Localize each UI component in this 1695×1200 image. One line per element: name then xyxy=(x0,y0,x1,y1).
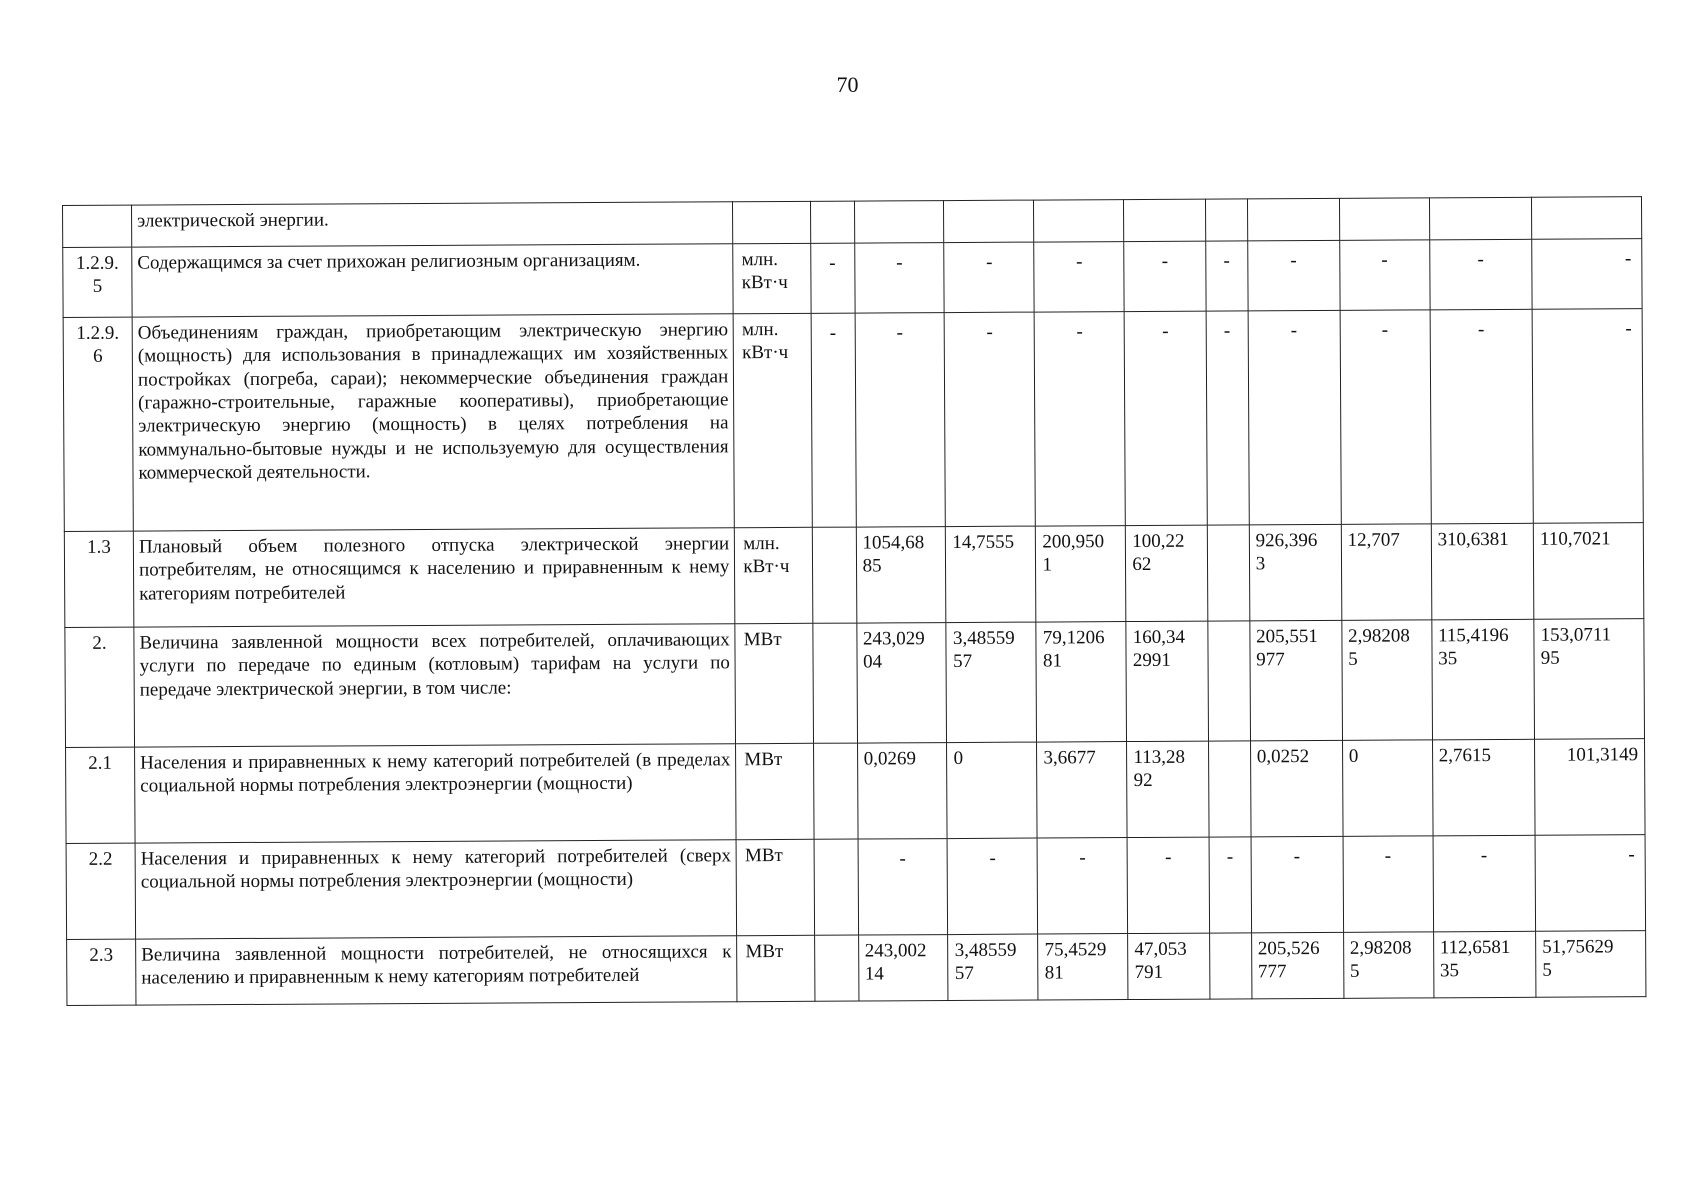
value-cell: - xyxy=(1037,838,1127,935)
row-description: Плановый объем полезного отпуска электрической энергии потребителям, не относящимся к населению и приравненным к нему категориям потребителей xyxy=(133,528,735,627)
value-cell: - xyxy=(1124,241,1206,311)
value-cell: 243,002 14 xyxy=(858,935,948,1002)
row-number: 2.2 xyxy=(66,843,136,939)
value-cell xyxy=(1208,621,1250,741)
value-cell: 205,551 977 xyxy=(1250,620,1343,741)
value-cell: 79,1206 81 xyxy=(1036,622,1127,743)
value-cell: 3,48559 57 xyxy=(948,934,1038,1001)
value-cell xyxy=(854,201,944,244)
value-cell: 153,0711 95 xyxy=(1534,619,1645,740)
table-row xyxy=(63,239,1642,318)
value-cell xyxy=(813,623,858,743)
value-cell: - xyxy=(810,243,854,313)
page-number: 70 xyxy=(836,72,859,97)
value-cell: 75,4529 81 xyxy=(1038,934,1128,1001)
value-cell: - xyxy=(1532,309,1643,524)
table-row xyxy=(66,835,1646,940)
value-cell: 2,7615 xyxy=(1432,739,1535,836)
row-unit: МВт xyxy=(736,839,814,935)
row-description: Населения и приравненных к нему категорий потребителей (сверх социальной нормы потребления электроэнергии (мощности) xyxy=(135,840,737,939)
row-unit: млн. кВт·ч xyxy=(733,313,812,527)
tariff-table xyxy=(62,196,1646,1006)
value-cell: - xyxy=(811,313,856,527)
value-cell: - xyxy=(944,242,1034,313)
row-unit: млн. кВт·ч xyxy=(735,527,813,623)
value-cell xyxy=(1208,741,1250,837)
value-cell: 926,396 3 xyxy=(1249,524,1342,621)
value-cell: - xyxy=(1124,311,1207,525)
value-cell: - xyxy=(1430,309,1534,524)
row-description: Величина заявленной мощности всех потребителей, оплачивающих услуги по передаче по единым (котловым) тарифам на услуги по передаче электрической энергии, в том числе: xyxy=(134,624,736,747)
value-cell: 2,98208 5 xyxy=(1343,932,1433,999)
value-cell: - xyxy=(1127,837,1209,933)
value-cell xyxy=(1429,197,1532,240)
value-cell: 3,6677 xyxy=(1037,742,1127,839)
value-cell: - xyxy=(1247,240,1339,311)
value-cell: - xyxy=(948,838,1038,935)
row-description: Населения и приравненных к нему категорий потребителей (в пределах социальной нормы потребления электроэнергии (мощности) xyxy=(135,744,737,843)
table-row xyxy=(63,309,1643,532)
row-description: Величина заявленной мощности потребителей, не относящихся к населению и приравненным к нему категориям потребителей xyxy=(136,936,738,1005)
value-cell: 51,75629 5 xyxy=(1536,931,1646,998)
value-cell: 110,7021 xyxy=(1533,523,1643,620)
value-cell: - xyxy=(1206,241,1248,311)
value-cell: 200,950 1 xyxy=(1036,526,1126,623)
table-row xyxy=(64,523,1644,628)
value-cell: - xyxy=(1340,310,1431,524)
row-number: 1.2.9. 6 xyxy=(63,317,133,531)
value-cell: - xyxy=(1206,311,1249,525)
value-cell: 310,6381 xyxy=(1431,523,1534,620)
value-cell xyxy=(1532,197,1642,240)
value-cell: 12,707 xyxy=(1341,524,1431,621)
value-cell: - xyxy=(1429,239,1532,310)
value-cell: - xyxy=(1251,836,1344,933)
value-cell: 0,0269 xyxy=(857,743,947,840)
value-cell: 113,28 92 xyxy=(1127,741,1209,837)
value-cell: - xyxy=(854,243,944,314)
value-cell xyxy=(944,200,1034,243)
value-cell: 100,22 62 xyxy=(1126,525,1208,621)
row-number: 1.3 xyxy=(64,531,134,627)
value-cell: 101,3149 xyxy=(1535,739,1645,836)
value-cell: - xyxy=(1209,837,1251,933)
value-cell: - xyxy=(1343,836,1433,933)
row-description: Объединениям граждан, приобретающим электрическую энергию (мощность) для использования в принадлежащих им хозяйственных постройках (погреба, сараи); некоммерческие объединения граждан (гаражно-строительные, гаражные кооперативы), приобретающие электрическую энергию (мощность) в целях потребления на коммунально-бытовые нужды и не используемую для осуществления коммерческой деятельности. xyxy=(132,314,734,531)
table-row xyxy=(67,931,1646,1006)
value-cell: - xyxy=(1339,240,1429,311)
value-cell: 0,0252 xyxy=(1250,740,1343,837)
row-unit xyxy=(733,201,811,243)
value-cell xyxy=(1209,933,1251,999)
value-cell: - xyxy=(1535,835,1645,932)
row-number: 2.1 xyxy=(66,747,136,843)
value-cell xyxy=(1247,198,1339,241)
value-cell: 160,34 2991 xyxy=(1126,621,1208,741)
value-cell: - xyxy=(1248,310,1341,525)
value-cell xyxy=(1339,198,1429,241)
value-cell: - xyxy=(858,839,948,936)
value-cell: 0 xyxy=(1342,740,1432,837)
value-cell xyxy=(810,201,854,243)
row-number xyxy=(63,205,132,247)
value-cell xyxy=(1205,199,1247,241)
table-row xyxy=(66,739,1646,844)
value-cell: 14,7555 xyxy=(946,526,1036,623)
row-unit: МВт xyxy=(735,623,813,743)
value-cell: 1054,68 85 xyxy=(856,527,946,624)
row-unit: МВт xyxy=(736,743,814,839)
value-cell xyxy=(1124,199,1206,241)
value-cell: 205,526 777 xyxy=(1251,932,1343,999)
value-cell: 2,98208 5 xyxy=(1342,620,1433,741)
value-cell: 112,6581 35 xyxy=(1433,931,1536,998)
value-cell: - xyxy=(1034,242,1124,313)
value-cell: 3,48559 57 xyxy=(946,622,1037,743)
value-cell xyxy=(1207,525,1249,621)
row-number: 1.2.9. 5 xyxy=(63,247,132,317)
row-number: 2.3 xyxy=(67,939,136,1005)
value-cell: - xyxy=(1532,239,1642,310)
value-cell xyxy=(812,527,856,623)
value-cell: 115,4196 35 xyxy=(1431,619,1534,740)
row-unit: МВт xyxy=(737,935,815,1001)
row-number: 2. xyxy=(65,627,135,747)
value-cell: 0 xyxy=(947,742,1037,839)
value-cell xyxy=(813,743,857,839)
value-cell: - xyxy=(1035,312,1126,526)
value-cell: - xyxy=(855,313,946,527)
table-row xyxy=(65,619,1645,748)
value-cell: - xyxy=(945,312,1036,526)
value-cell: 243,029 04 xyxy=(856,623,947,744)
value-cell xyxy=(814,839,858,935)
value-cell xyxy=(814,935,858,1001)
value-cell: 47,053 791 xyxy=(1128,933,1210,999)
value-cell xyxy=(1034,200,1124,243)
value-cell: - xyxy=(1433,835,1536,932)
row-description: Содержащимся за счет прихожан религиозным организациям. xyxy=(132,244,734,317)
row-unit: млн. кВт·ч xyxy=(733,243,811,313)
row-description: электрической энергии. xyxy=(132,202,733,247)
